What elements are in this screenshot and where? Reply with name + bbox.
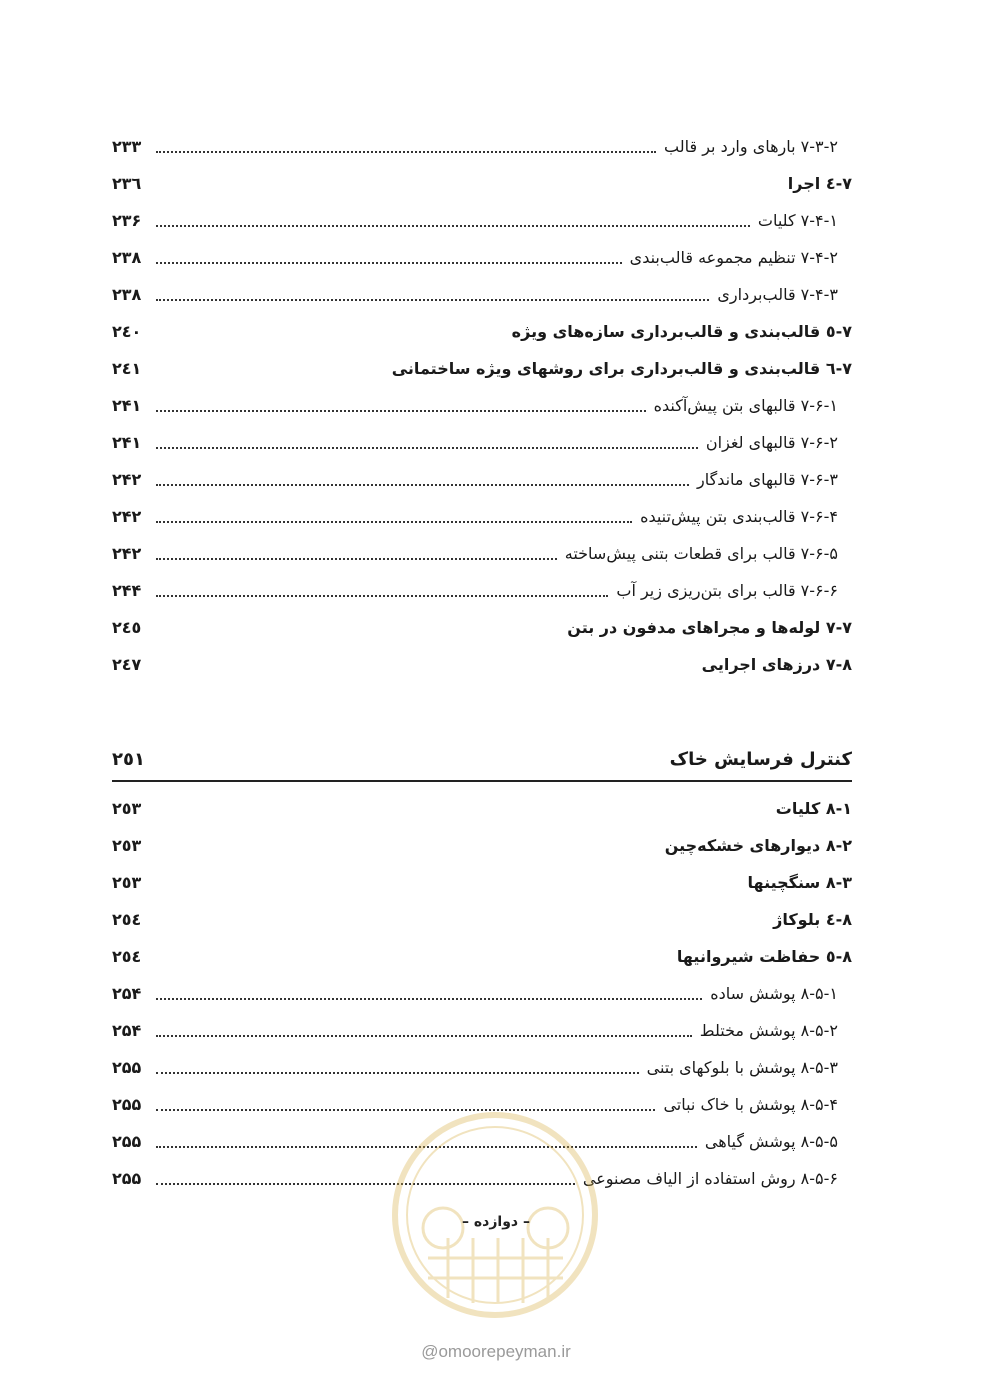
toc-page-number: ۲٥۳ — [112, 798, 142, 818]
toc-page-number: ۲٤۱ — [112, 358, 142, 378]
dot-leader — [156, 299, 709, 301]
toc-subsection-row — [112, 975, 852, 1012]
toc-subsection-row — [112, 461, 852, 498]
toc-entry-title: ۷-۴-۲ تنظیم مجموعه قالب‌بندی — [629, 247, 838, 267]
dot-leader — [156, 447, 698, 449]
toc-section-row — [112, 790, 852, 827]
toc-subsection-row — [112, 239, 852, 276]
chapter-heading — [112, 738, 852, 782]
toc-page-number: ۲۵۵ — [112, 1057, 142, 1077]
toc-entry-title: ۸-۲ دیوارهای خشکه‌چین — [664, 835, 852, 855]
watermark-text: @omoorepeyman.ir — [421, 1342, 571, 1361]
toc-entry-title: ۷-۶-۴ قالب‌بندی بتن پیش‌تنیده — [640, 506, 838, 526]
toc-entry-title: ۸-۵-۱ پوشش ساده — [710, 983, 838, 1003]
toc-page-number: ۲۵۵ — [112, 1094, 142, 1114]
toc-subsection-row — [112, 1049, 852, 1086]
toc-entry-title: ۷-۶-۱ قالبهای بتن پیش‌آکنده — [653, 395, 838, 415]
toc-entry-title: ۷-۷ لوله‌ها و مجراهای مدفون در بتن — [567, 617, 852, 637]
dot-leader — [156, 262, 622, 264]
toc-entry-title: ۷-۶-۵ قالب برای قطعات بتنی پیش‌ساخته — [564, 543, 838, 563]
toc-entry-title: ۷-۶-۲ قالبهای لغزان — [705, 432, 838, 452]
toc-entry-title: ۷-۴-۱ کلیات — [757, 210, 838, 230]
toc-subsection-row — [112, 424, 852, 461]
toc-entry-title: ۸-۵-۳ پوشش با بلوکهای بتنی — [646, 1057, 838, 1077]
toc-page-number: ۲۵۵ — [112, 1168, 142, 1188]
toc-page-number: ۲٥۳ — [112, 872, 142, 892]
toc-page-number: ۲٤۷ — [112, 654, 142, 674]
dot-leader — [156, 225, 750, 227]
dot-leader — [156, 998, 702, 1000]
toc-subsection-row — [112, 1012, 852, 1049]
dot-leader — [156, 558, 557, 560]
toc-page-number: ۲۳٦ — [112, 173, 142, 193]
toc-entry-title: ۸-٥ حفاظت شیروانیها — [676, 946, 852, 966]
toc-page-number: ۲۳۸ — [112, 284, 142, 304]
toc-entry-title: ۷-۴-۳ قالب‌برداری — [717, 284, 838, 304]
dot-leader — [156, 151, 656, 153]
toc-subsection-row — [112, 202, 852, 239]
toc-section-row — [112, 938, 852, 975]
toc-section-row — [112, 609, 852, 646]
toc-section-row — [112, 165, 852, 202]
toc-subsection-row — [112, 387, 852, 424]
toc-subsection-row — [112, 276, 852, 313]
toc-page-number: ۲۵۴ — [112, 983, 142, 1003]
toc-page-number: ۲۴۲ — [112, 469, 142, 489]
toc-subsection-row — [112, 498, 852, 535]
dot-leader — [156, 595, 608, 597]
toc-page-number: ۲۴۲ — [112, 506, 142, 526]
chapter-title: کنترل فرسایش خاک — [669, 748, 852, 770]
toc-section-row — [112, 901, 852, 938]
toc-subsection-row — [112, 535, 852, 572]
toc-entry-title: ۸-۵-۲ پوشش مختلط — [699, 1020, 838, 1040]
toc-section-row — [112, 350, 852, 387]
toc-page-number: ۲۳۸ — [112, 247, 142, 267]
toc-section-7 — [112, 128, 852, 683]
page-footer-number: – دوازده – — [462, 1214, 530, 1230]
toc-entry-title: ۸-۵-۴ پوشش با خاک نباتی — [663, 1094, 838, 1114]
toc-subsection-row — [112, 128, 852, 165]
toc-entry-title: ۷-۳-۲ بارهای وارد بر قالب — [664, 136, 838, 156]
toc-entry-title: ۷-٤ اجرا — [787, 173, 852, 193]
toc-page-number: ۲۵۴ — [112, 1020, 142, 1040]
toc-page-number: ۲٥٤ — [112, 946, 142, 966]
toc-entry-title: ۷-٦ قالب‌بندی و قالب‌برداری برای روشهای ویژه ساختمانی — [391, 358, 852, 378]
toc-page-number: ۲٤٥ — [112, 617, 142, 637]
toc-page-number: ۲٤۰ — [112, 321, 142, 341]
dot-leader — [156, 410, 646, 412]
dot-leader — [156, 1072, 639, 1074]
toc-entry-title: ۸-۱ کلیات — [775, 798, 852, 818]
toc-section-row — [112, 827, 852, 864]
toc-entry-title: ۷-۶-۶ قالب برای بتن‌ریزی زیر آب — [616, 580, 838, 600]
dot-leader — [156, 521, 632, 523]
toc-page-number: ۲۳۶ — [112, 210, 142, 230]
toc-page-number: ۲۴۱ — [112, 395, 142, 415]
toc-page-number: ۲۴۲ — [112, 543, 142, 563]
toc-entry-title: ۸-۳ سنگچینها — [747, 872, 852, 892]
toc-entry-title: ۷-۸ درزهای اجرایی — [701, 654, 852, 674]
dot-leader — [156, 1035, 692, 1037]
toc-page-number: ۲۴۱ — [112, 432, 142, 452]
toc-entry-title: ۸-۵-۶ روش استفاده از الیاف مصنوعی — [582, 1168, 838, 1188]
toc-entry-title: ۸-٤ بلوکاژ — [773, 909, 852, 929]
dot-leader — [156, 484, 689, 486]
toc-entry-title: ۷-۶-۳ قالبهای ماندگار — [696, 469, 838, 489]
toc-section-row — [112, 646, 852, 683]
toc-subsection-row — [112, 572, 852, 609]
toc-page-number: ۲٥٤ — [112, 909, 142, 929]
toc-entry-title: ۸-۵-۵ پوشش گیاهی — [704, 1131, 838, 1151]
toc-section-row — [112, 313, 852, 350]
toc-page-number: ۲۳۳ — [112, 136, 142, 156]
toc-entry-title: ۷-٥ قالب‌بندی و قالب‌برداری سازه‌های ویژه — [511, 321, 852, 341]
chapter-page-number: ۲٥۱ — [112, 748, 145, 770]
toc-page-number: ۲۵۵ — [112, 1131, 142, 1151]
toc-section-row — [112, 864, 852, 901]
toc-page-number: ۲۴۴ — [112, 580, 142, 600]
toc-page-number: ۲٥۳ — [112, 835, 142, 855]
